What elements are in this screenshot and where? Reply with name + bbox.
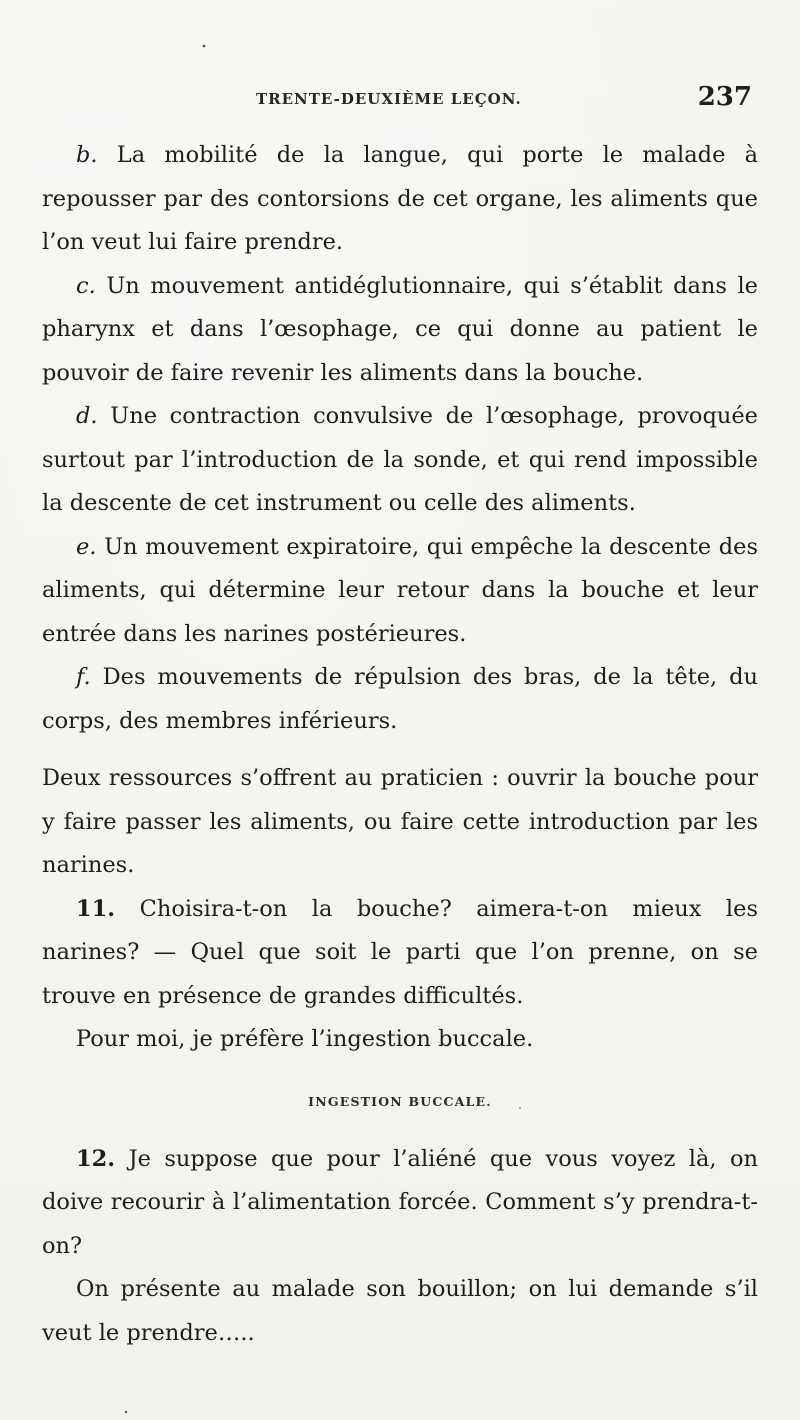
paragraph-c-marker: c. (76, 272, 96, 299)
paragraph-c (42, 265, 758, 396)
paragraph-12 (42, 1138, 758, 1269)
paragraph-f (42, 656, 758, 743)
paragraph-e-marker: e. (76, 533, 97, 560)
paragraph-b-marker: b. (76, 142, 98, 168)
paragraph-11 (42, 888, 758, 1019)
paragraph-pour-moi: Pour moi, je préfère l’ingestion buccale. (76, 1026, 534, 1052)
paragraph-e (42, 526, 758, 657)
paragraph-12-text: Je suppose que pour l’aliéné que vous voyez là, on doive recourir à l’alimentation forcée. Comment s’y prendra-t-on? (42, 1145, 758, 1259)
paragraph-12-number: 12. (76, 1145, 116, 1172)
paragraph-d-marker: d. (76, 403, 98, 429)
page-body (42, 134, 758, 1355)
paragraph-11-text: Choisira-t-on la bouche? aimera-t-on mieux les narines? — Quel que soit le parti que l’on prenne, on se trouve en présence de grandes difficultés. (42, 895, 758, 1009)
paragraph-c-text: Un mouvement antidéglutionnaire, qui s’établit dans le pharynx et dans l’œsophage, ce qui donne au patient le pouvoir de faire revenir les aliments dans la bouche. (42, 272, 758, 386)
paragraph-11-number: 11. (76, 895, 116, 922)
page-number: 237 (697, 82, 752, 112)
paragraph-b (42, 134, 758, 265)
paragraph-d (42, 395, 758, 526)
paragraph-ressources: Deux ressources s’offrent au praticien : ouvrir la bouche pour y faire passer les aliments, ou faire cette introduction par les narines. (42, 765, 758, 878)
paragraph-d-text: Une contraction convulsive de l’œsophage, provoquée surtout par l’introduction de la sonde, et qui rend impossible la descente de cet instrument ou celle des aliments. (42, 403, 758, 516)
paragraph-f-marker: f. (76, 664, 91, 690)
paragraph-f-text: Des mouvements de répulsion des bras, de la tête, du corps, des membres inférieurs. (42, 664, 758, 734)
running-title: TRENTE-DEUXIÈME LEÇON. (256, 90, 522, 108)
paragraph-b-text: La mobilité de la langue, qui porte le malade à repousser par des contorsions de cet organe, les aliments que l’on veut lui faire prendre. (42, 142, 758, 255)
section-title: INGESTION BUCCALE. (308, 1093, 492, 1109)
running-head (0, 82, 800, 116)
paragraph-on-presente: On présente au malade son bouillon; on lui demande s’il veut le prendre….. (42, 1276, 758, 1346)
paragraph-e-text: Un mouvement expiratoire, qui empêche la descente des aliments, qui détermine leur retour dans la bouche et leur entrée dans les narines postérieures. (42, 533, 758, 647)
